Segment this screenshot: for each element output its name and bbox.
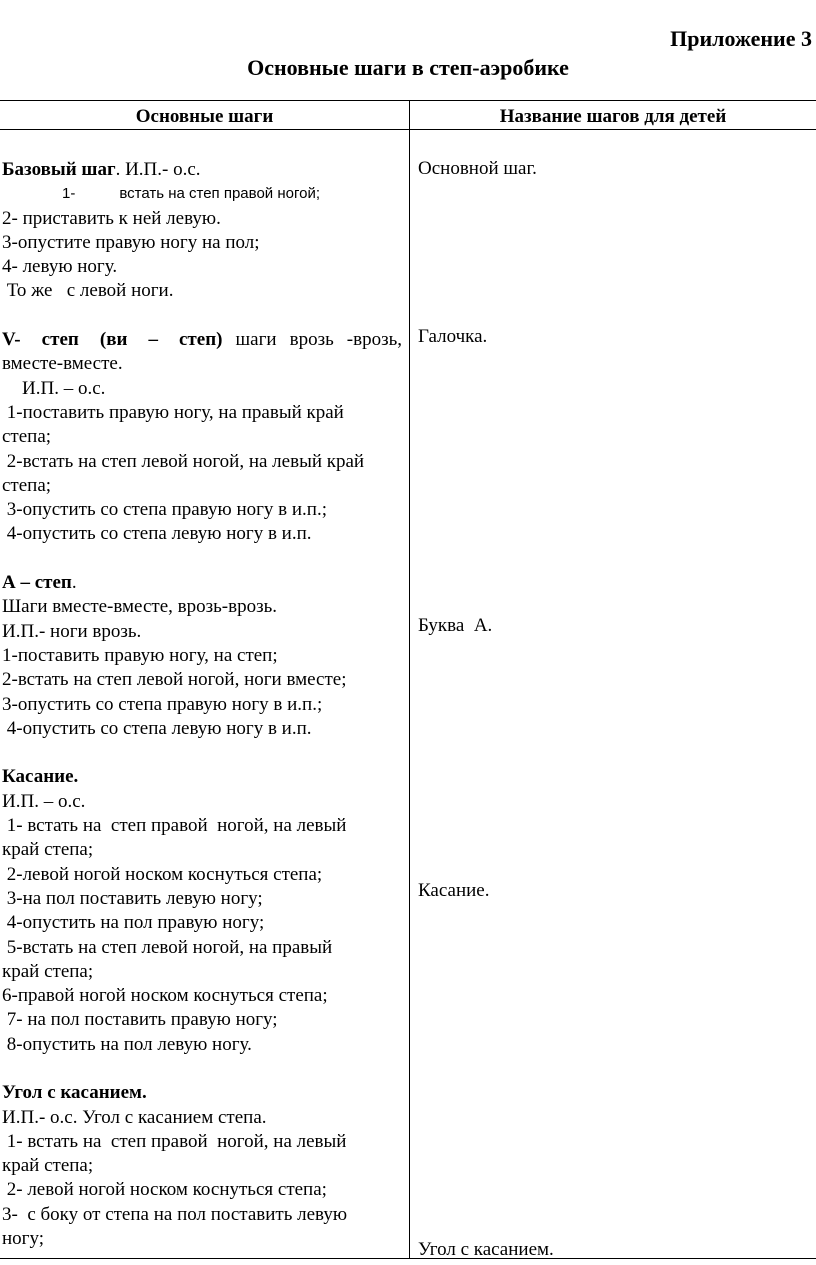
step-line: 2-левой ногой носком коснуться степа; — [2, 863, 323, 885]
step-line: И.П. – о.с. — [2, 790, 86, 812]
step-line: 3-опустить со степа правую ногу в и.п.; — [2, 499, 327, 521]
step-line: 4-опустить на пол правую ногу; — [2, 912, 265, 934]
step-line: И.П.- ноги врозь. — [2, 620, 142, 642]
table-bottom-border — [0, 1258, 816, 1259]
step-line: 2- левой ногой носком коснуться степа; — [2, 1179, 327, 1201]
step-line: 7- на пол поставить правую ногу; — [2, 1009, 278, 1031]
step-line: 3-опустить со степа правую ногу в и.п.; — [2, 693, 323, 715]
step-line: ногу; — [2, 1228, 44, 1250]
step-line: 1- встать на степ правой ногой, на левый — [2, 1130, 347, 1152]
step-line: 6-правой ногой носком коснуться степа; — [2, 985, 328, 1007]
appendix-label: Приложение 3 — [670, 26, 812, 51]
step-line: 1-поставить правую ногу, на правый край — [2, 401, 344, 423]
step-heading: А – степ. — [2, 572, 77, 594]
step-line: 3-опустите правую ногу на пол; — [2, 231, 260, 253]
steps-column — [2, 158, 402, 1251]
child-name-basic-step: Основной шаг. — [418, 158, 537, 179]
step-line: 1- встать на степ правой ногой, на левый — [2, 815, 347, 837]
step-line: край степа; — [2, 1155, 94, 1177]
step-line: 4-опустить со степа левую ногу в и.п. — [2, 717, 312, 739]
step-line: То же с левой ноги. — [2, 280, 174, 302]
step-line: 2-встать на степ левой ногой, на левый край — [2, 450, 365, 472]
table-top-border — [0, 100, 816, 101]
column-header-child-names: Название шагов для детей — [499, 106, 727, 127]
step-line: край степа; — [2, 839, 94, 861]
child-name-touch: Касание. — [418, 880, 490, 901]
step-line: 3-на пол поставить левую ногу; — [2, 887, 263, 909]
step-line: 2-встать на степ левой ногой, ноги вместе; — [2, 669, 347, 691]
step-line: 4-опустить со степа левую ногу в и.п. — [2, 523, 312, 545]
step-line: 4- левую ногу. — [2, 256, 118, 278]
step-line: вместе-вместе. — [2, 353, 123, 375]
step-line: И.П. – о.с. — [22, 377, 106, 399]
step-line: 3- с боку от степа на пол поставить левую — [2, 1203, 348, 1225]
step-heading: Базовый шаг. И.П.- о.с. — [2, 159, 201, 180]
step-line: Шаги вместе-вместе, врозь-врозь. — [2, 596, 277, 618]
step-line: 2- приставить к ней левую. — [2, 207, 221, 229]
step-line: 5-встать на степ левой ногой, на правый — [2, 936, 333, 958]
step-line: степа; — [2, 426, 52, 448]
table-column-divider — [409, 100, 410, 1258]
page-title: Основные шаги в степ-аэробике — [247, 55, 569, 80]
child-name-a-step: Буква А. — [418, 615, 493, 636]
child-name-corner-touch: Угол с касанием. — [418, 1239, 554, 1260]
step-line: 8-опустить на пол левую ногу. — [2, 1033, 252, 1055]
step-heading: V- степ (ви – степ) шаги врозь -врозь, — [2, 329, 403, 351]
step-line: 1-поставить правую ногу, на степ; — [2, 644, 278, 666]
step-heading: Угол с касанием. — [2, 1082, 147, 1104]
step-line: степа; — [2, 474, 52, 496]
column-header-steps: Основные шаги — [135, 106, 274, 127]
step-heading: Касание. — [2, 766, 79, 788]
table-header-divider — [0, 129, 816, 130]
step-line: край степа; — [2, 960, 94, 982]
child-name-v-step: Галочка. — [418, 326, 488, 347]
step-line: И.П.- о.с. Угол с касанием степа. — [2, 1106, 267, 1128]
step-line: 1- встать на степ правой ногой; — [62, 185, 320, 203]
